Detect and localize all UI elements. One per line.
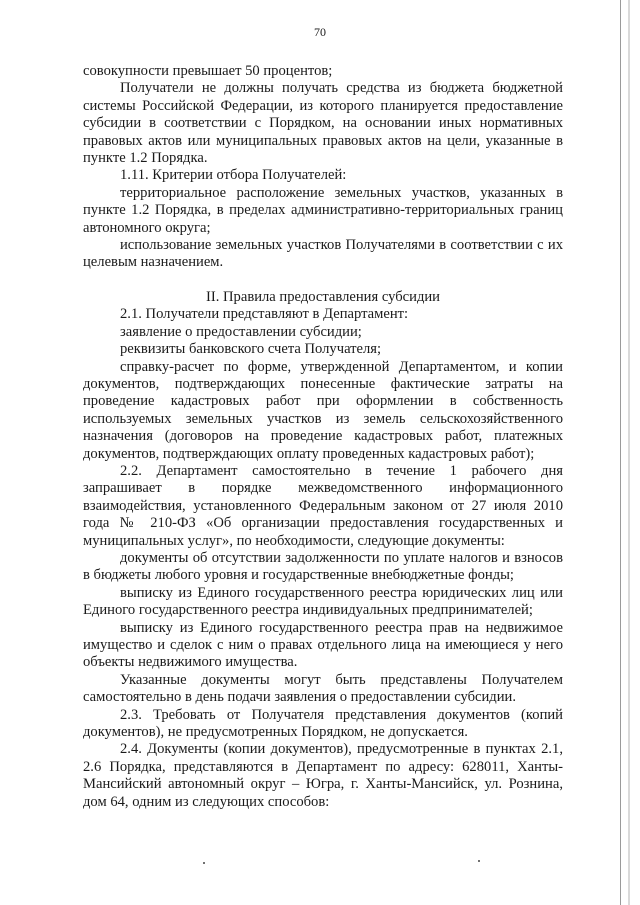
paragraph-4: территориальное расположение земельных участков, указанных в пункте 1.2 Порядка, в пределах административно-территориальных границ автономного округа; (83, 184, 563, 236)
document-body (83, 63, 563, 811)
scan-edge-shadow (628, 0, 630, 905)
section-paragraph-10: 2.3. Требовать от Получателя представления документов (копий документов), не предусмотренных Порядком, не допускается. (83, 706, 563, 741)
scan-speck (478, 860, 480, 862)
section-spacer (83, 272, 563, 289)
scan-edge-line (620, 0, 621, 905)
paragraph-2: Получатели не должны получать средства из бюджета бюджетной системы Российской Федерации, из которого планируется предоставление субсидии в соответствии с Порядком, на основании иных нормативных правовых актов или муниципальных правовых актов на цели, указанные в пункте 1.2 Порядка. (83, 80, 563, 167)
paragraph-5: использование земельных участков Получателями в соответствии с их целевым назначением. (83, 237, 563, 271)
section-paragraph-4: справку-расчет по форме, утвержденной Департаментом, и копии документов, подтверждающих понесенные фактические затраты на проведение кадастровых работ при оформлении в собственность используемых земельных участков из земель сельскохозяйственного назначения (договоров на проведение кадастровых работ, платежных документов, подтверждающих оплату проведенных кадастровых работ); (83, 358, 563, 462)
section-paragraph-6: документы об отсутствии задолженности по уплате налогов и взносов в бюджеты любого уровня и государственные внебюджетные фонды; (83, 549, 563, 584)
section-paragraph-9: Указанные документы могут быть представлены Получателем самостоятельно в день подачи заявления о предоставлении субсидии. (83, 671, 563, 706)
paragraph-3: 1.11. Критерии отбора Получателей: (120, 167, 347, 184)
section-paragraph-8: выписку из Единого государственного реестра прав на недвижимое имущество и сделок с ним о правах отдельного лица на имеющиеся у него объекты недвижимого имущества. (83, 619, 563, 671)
section-paragraph-5: 2.2. Департамент самостоятельно в течение 1 рабочего дня запрашивает в порядке межведомственного информационного взаимодействия, установленного Федеральным законом от 27 июля 2010 года № 210-ФЗ «Об организации предоставления государственных и муниципальных услуг», по необходимости, следующие документы: (83, 462, 563, 549)
page-number: 70 (314, 25, 326, 39)
section-paragraph-2: заявление о предоставлении субсидии; (120, 323, 362, 340)
section-paragraph-1: 2.1. Получатели представляют в Департамент: (120, 306, 409, 323)
paragraph-1: совокупности превышает 50 процентов; (83, 63, 333, 79)
section-paragraph-7: выписку из Единого государственного реестра юридических лиц или Единого государственного реестра индивидуальных предпринимателей; (83, 584, 563, 619)
section-paragraph-3: реквизиты банковского счета Получателя; (120, 341, 382, 358)
section-heading: II. Правила предоставления субсидии (205, 288, 440, 305)
section-paragraph-11: 2.4. Документы (копии документов), предусмотренные в пунктах 2.1, 2.6 Порядка, представляются в Департамент по адресу: 628011, Ханты-Мансийский автономный округ – Югра, г. Ханты-Мансийск, ул. Рознина, дом 64, одним из следующих способов: (83, 741, 563, 810)
scan-speck (203, 862, 205, 864)
